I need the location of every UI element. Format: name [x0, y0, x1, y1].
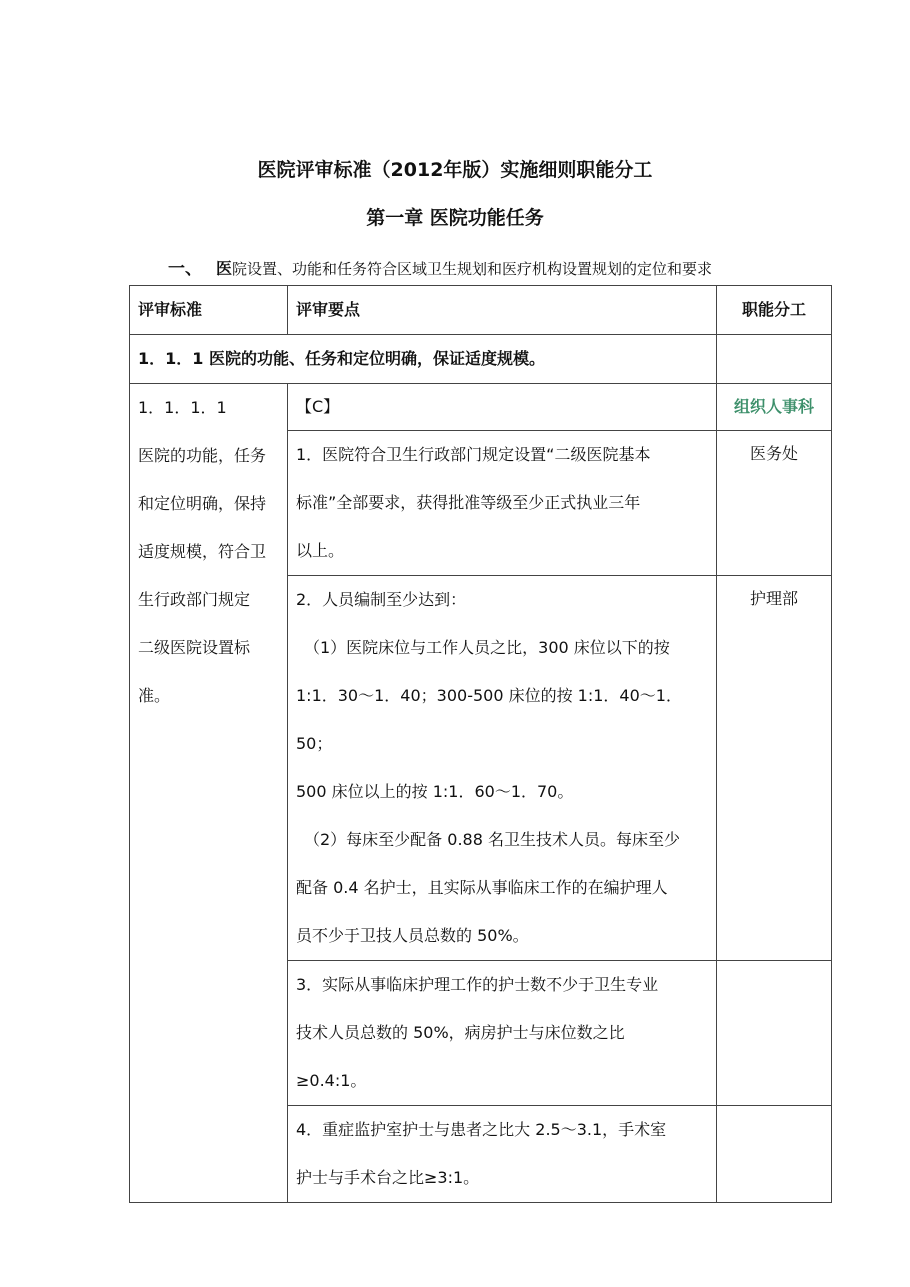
- grade-division: 组织人事科: [717, 384, 832, 431]
- section-first-char: 医: [216, 259, 233, 278]
- header-points: 评审要点: [288, 286, 717, 335]
- section-title: 1．1．1 医院的功能、任务和定位明确，保证适度规模。: [130, 335, 717, 384]
- point-line: 1．医院符合卫生行政部门规定设置“二级医院基本: [296, 445, 651, 464]
- point-cell: [288, 961, 717, 1106]
- standard-line: 生行政部门规定: [138, 590, 251, 609]
- point-line: 500 床位以上的按 1:1．60～1．70。: [296, 782, 574, 801]
- point-cell: [288, 431, 717, 576]
- standards-table: [129, 285, 832, 1203]
- grade-cell: 【C】: [288, 384, 717, 431]
- standard-cell: [130, 384, 288, 1203]
- section-row: [130, 335, 832, 384]
- point-line: 4．重症监护室护士与患者之比大 2.5～3.1，手术室: [296, 1120, 667, 1139]
- point-line: 技术人员总数的 50%，病房护士与床位数之比: [296, 1023, 625, 1042]
- point-line: 2．人员编制至少达到：: [296, 590, 467, 609]
- standard-line: 医院的功能，任务: [138, 446, 267, 465]
- table-header-row: [130, 286, 832, 335]
- section-heading: [168, 254, 712, 279]
- table-row: [130, 384, 832, 431]
- section-number: 一、: [168, 259, 202, 279]
- standard-line: 准。: [138, 686, 171, 705]
- section-division-cell: [717, 335, 832, 384]
- point-line: ≥0.4:1。: [296, 1071, 367, 1090]
- standard-line: 和定位明确，保持: [138, 494, 267, 513]
- point-line: 员不少于卫技人员总数的 50%。: [296, 926, 529, 945]
- point-cell: [288, 1106, 717, 1203]
- chapter-title: 第一章 医院功能任务: [366, 207, 544, 229]
- point-line: 以上。: [296, 541, 345, 560]
- point-line: 3．实际从事临床护理工作的护士数不少于卫生专业: [296, 975, 659, 994]
- standard-line: 适度规模，符合卫: [138, 542, 267, 561]
- division-cell: [717, 1106, 832, 1203]
- standard-line: 二级医院设置标: [138, 638, 251, 657]
- point-cell: [288, 576, 717, 961]
- point-line: 护士与手术台之比≥3:1。: [296, 1168, 480, 1187]
- division-cell: 护理部: [717, 576, 832, 961]
- document-title: 医院评审标准（2012年版）实施细则职能分工: [257, 159, 653, 181]
- point-line: 配备 0.4 名护士，且实际从事临床工作的在编护理人: [296, 878, 668, 897]
- division-cell: [717, 961, 832, 1106]
- point-line: （1）医院床位与工作人员之比，300 床位以下的按: [304, 638, 670, 657]
- section-text: 院设置、功能和任务符合区域卫生规划和医疗机构设置规划的定位和要求: [232, 260, 713, 278]
- header-standard: 评审标准: [130, 286, 288, 335]
- point-line: 标准”全部要求，获得批准等级至少正式执业三年: [296, 493, 641, 512]
- division-cell: 医务处: [717, 431, 832, 576]
- point-line: （2）每床至少配备 0.88 名卫生技术人员。每床至少: [304, 830, 680, 849]
- header-division: 职能分工: [717, 286, 832, 335]
- point-line: 1:1．30～1．40；300-500 床位的按 1:1．40～1．50；: [296, 686, 682, 753]
- standard-line: 1．1．1．1: [138, 398, 227, 417]
